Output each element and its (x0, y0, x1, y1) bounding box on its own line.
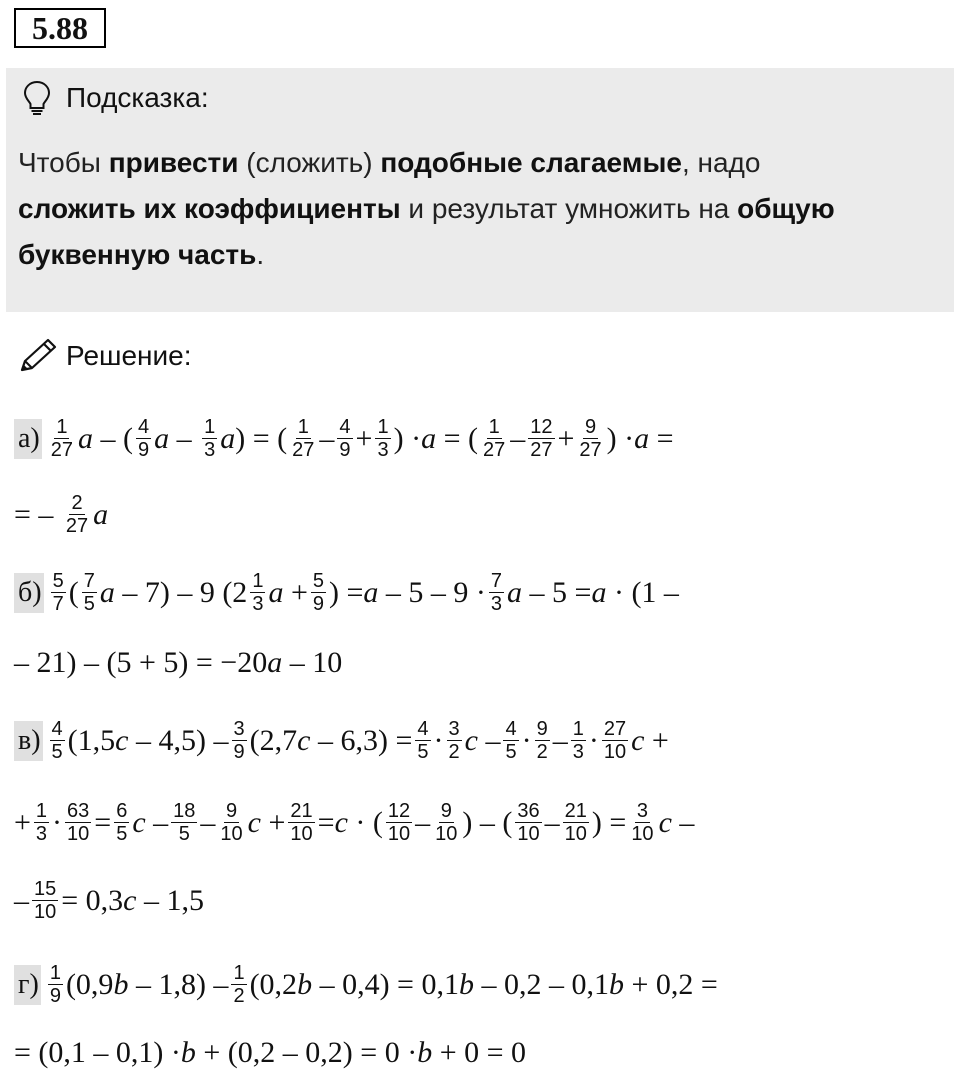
lightbulb-icon (22, 80, 52, 116)
label-b: б) (14, 573, 44, 613)
label-v: в) (14, 721, 43, 761)
hint-line-2: сложить их коэффициенты и результат умножить на общую (18, 193, 835, 224)
solution-header (16, 334, 192, 378)
task-number: 5.88 (14, 8, 106, 48)
label-g: г) (14, 965, 41, 1005)
hint-title: Подсказка: (66, 82, 209, 113)
solution-v-line-1: в) 4 5 (1,5 c – 4,5) – 3 9 (2,7 c – 6,3) = 4 5 · 3 2 c – 4 5 · 9 2 – 1 3 · 27 10 c + (14, 718, 669, 763)
pencil-icon (16, 336, 60, 376)
solution-g-line-2: = (0,1 – 0,1) · b + (0,2 – 0,2) = 0 · b + 0 = 0 (14, 1036, 527, 1069)
hint-box (6, 68, 954, 312)
hint-header (22, 80, 209, 116)
hint-line-1: Чтобы привести (сложить) подобные слагаемые, надо (18, 147, 761, 178)
solution-v-line-3: – 15 10 = 0,3 c – 1,5 (14, 878, 204, 923)
hint-text (18, 140, 938, 278)
solution-v-line-2: + 1 3 · 63 10 = 6 5 c – 18 5 – 9 10 c + 21 10 = c · ( 12 10 – 9 10 ) – ( 36 10 – 21 10 ) = 3 10 c – (14, 800, 695, 845)
solution-title: Решение: (66, 340, 192, 371)
solution-a-line-1: а) 1 27 a – ( 4 9 a – 1 3 a ) = ( 1 27 – 4 9 + 1 3 ) · a = ( 1 27 – 12 27 + 9 27 ) · a = (14, 416, 674, 461)
solution-b-line-2: – 21) – (5 + 5) = −20 a – 10 (14, 646, 343, 679)
solution-b-line-1: б) 5 7 ( 7 5 a – 7) – 9 (2 1 3 a + 5 9 ) = a – 5 – 9 · 7 3 a – 5 = a · (1 – (14, 570, 679, 615)
hint-line-3: буквенную часть. (18, 239, 265, 270)
solution-g-line-1: г) 1 9 (0,9 b – 1,8) – 1 2 (0,2 b – 0,4) = 0,1 b – 0,2 – 0,1 b + 0,2 = (14, 962, 718, 1007)
solution-a-line-2: = – 2 27 a (14, 492, 109, 537)
label-a: а) (14, 419, 42, 459)
